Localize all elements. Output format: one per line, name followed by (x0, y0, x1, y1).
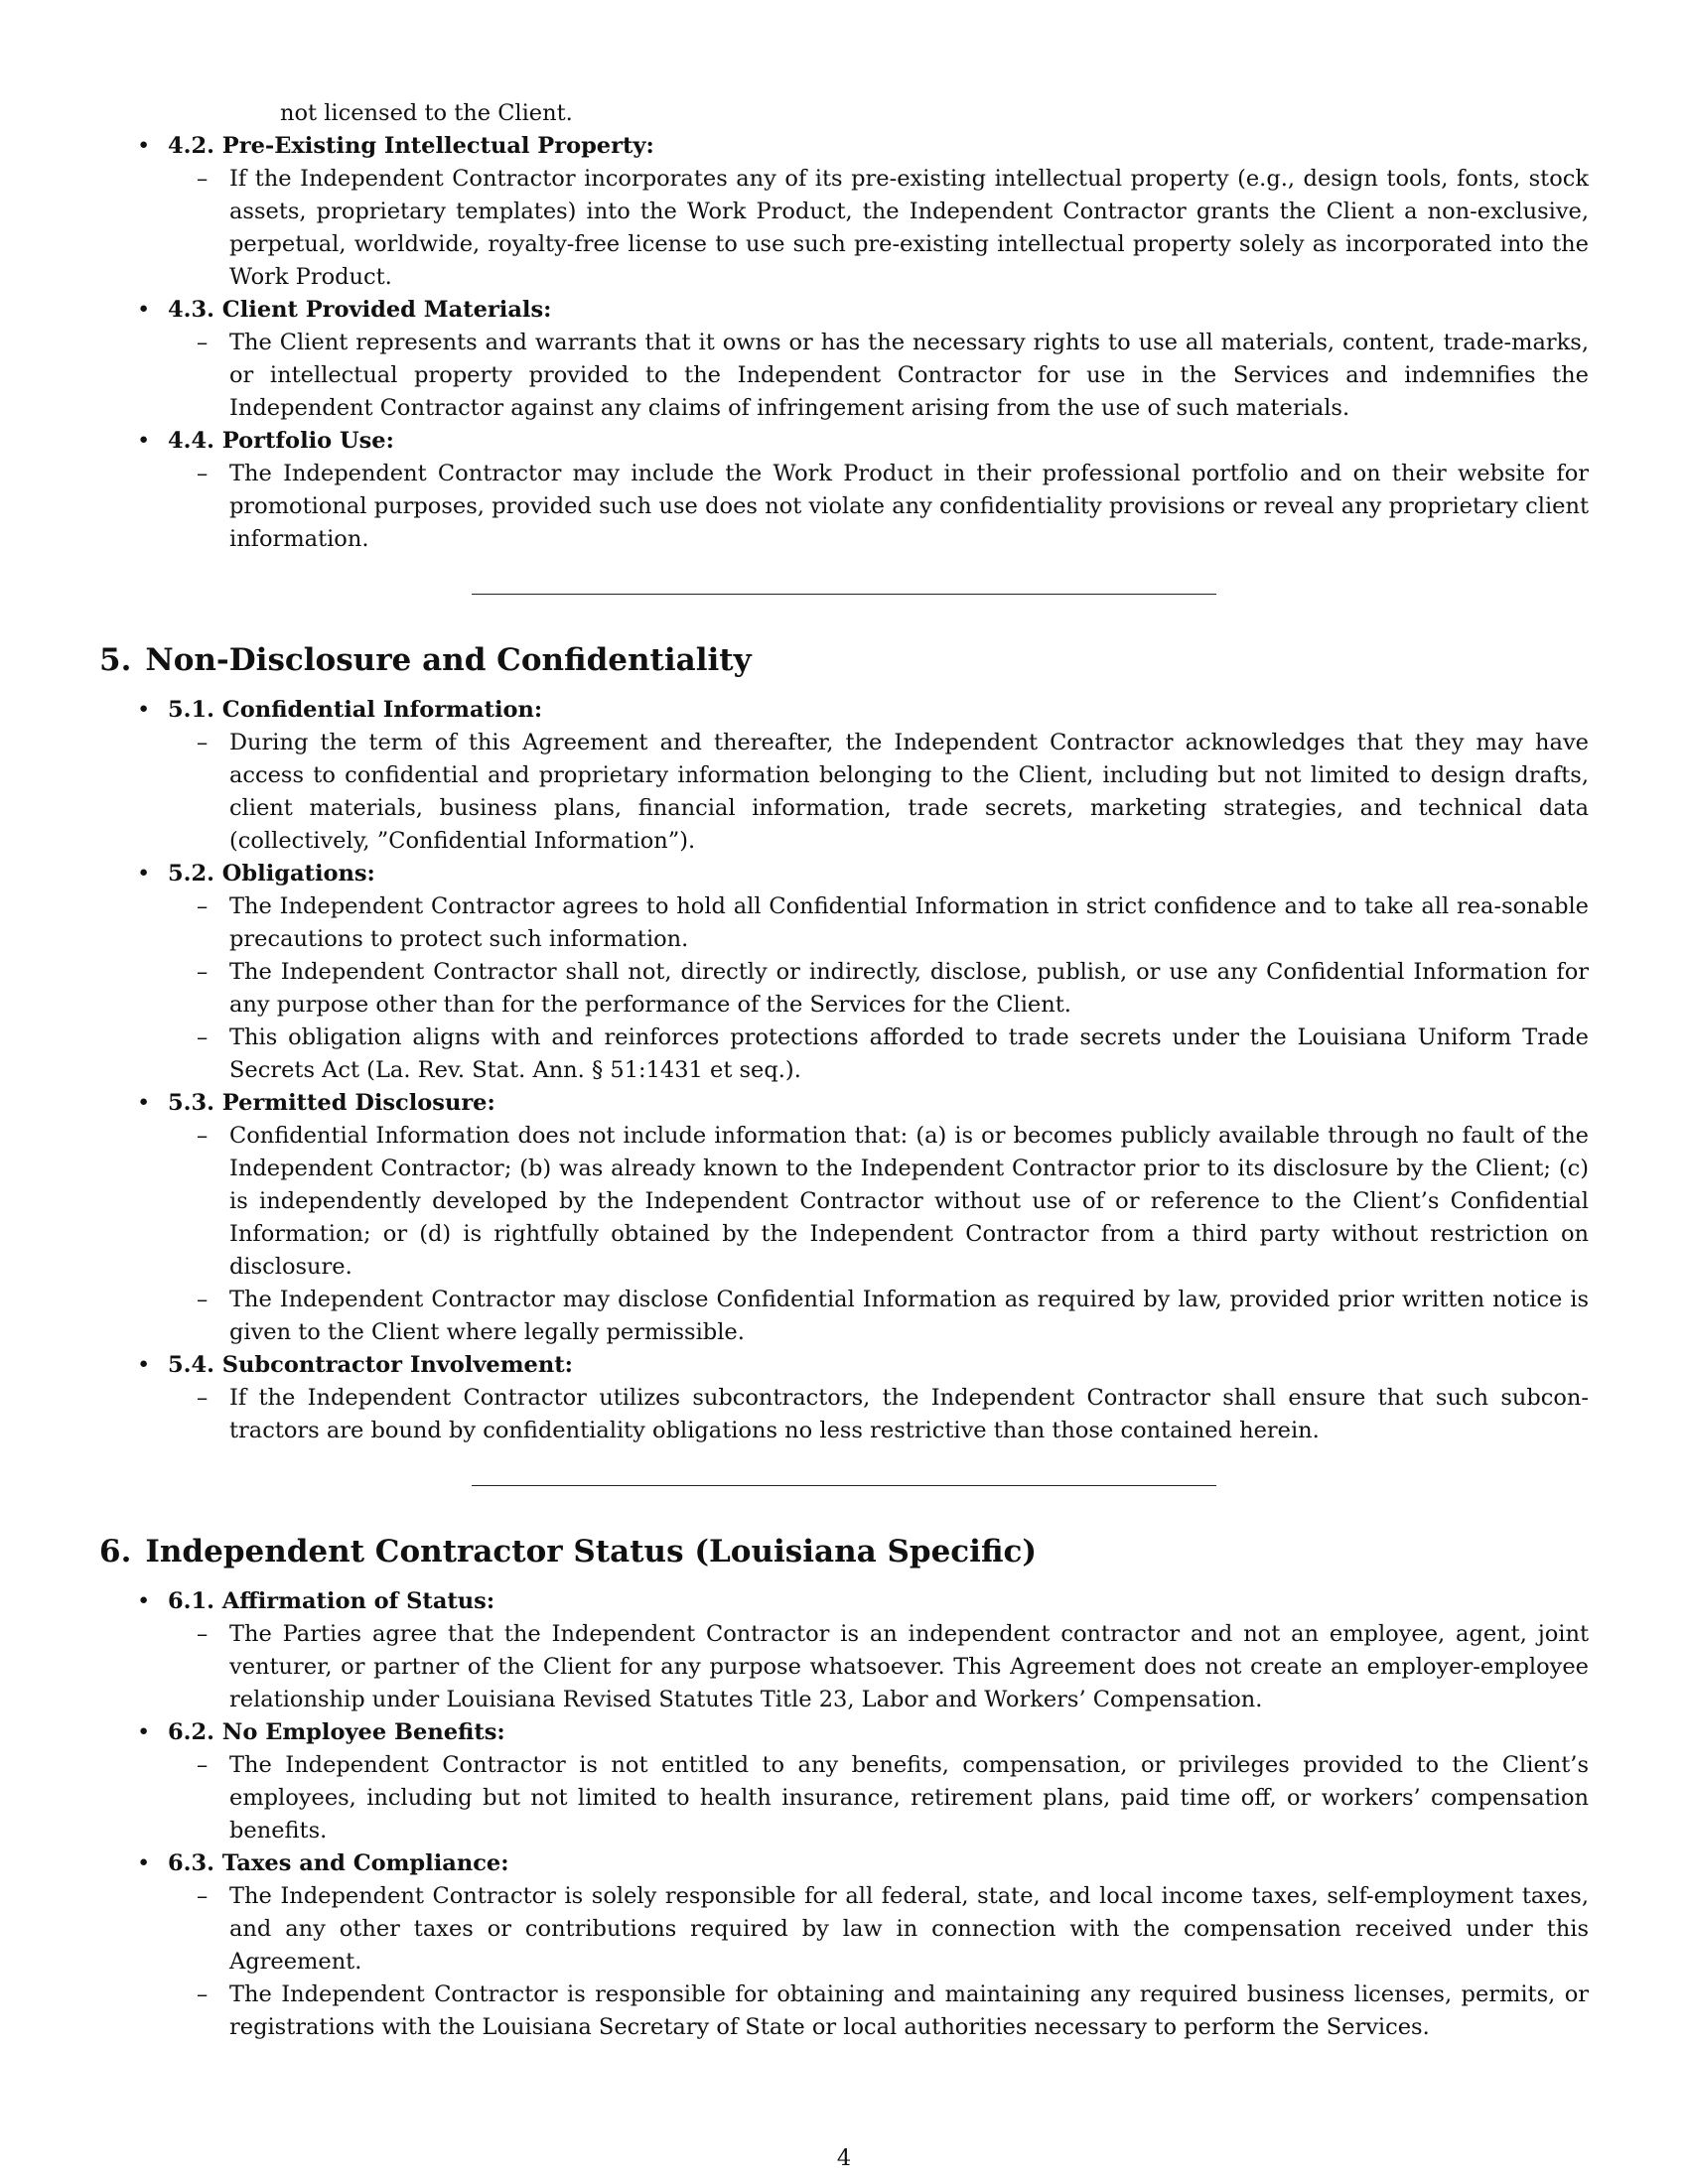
bullet-icon: • (137, 297, 151, 323)
clause-text: If the Independent Contractor utilizes subcontractors, the Independent Contractor shall ensure that such subcon-tractors are bound by confidentiality obligations no less restrictive than those contained herein. (229, 1385, 1589, 1443)
dash-icon: – (197, 1024, 209, 1050)
dash-icon: – (197, 1385, 209, 1411)
clause-paragraph (168, 1749, 1589, 1847)
clause-title: 6.1. Affirmation of Status: (168, 1588, 495, 1614)
document-page (99, 97, 1589, 2044)
clause-4-2 (99, 130, 1589, 294)
clause-paragraph (168, 890, 1589, 956)
clause-title: 5.3. Permitted Disclosure: (168, 1090, 495, 1116)
bullet-icon: • (137, 1090, 151, 1116)
clause-text: Confidential Information does not include information that: (a) is or becomes publicly available through no fault of the Independent Contractor; (b) was already known to the Independent Contractor prior to its disclosure by the Client; (c) is independently developed by the Independent Contractor without use of or reference to the Client’s Confidential Information; or (d) is rightfully obtained by the Independent Contractor from a third party without restriction on disclosure. (229, 1123, 1589, 1280)
clause-paragraph (168, 1880, 1589, 1979)
dash-icon: – (197, 1621, 209, 1647)
clause-text: The Independent Contractor may disclose Confidential Information as required by law, provided prior written notice is given to the Client where legally permissible. (229, 1287, 1589, 1345)
clause-title: 4.2. Pre-Existing Intellectual Property: (168, 133, 654, 159)
dash-icon: – (197, 330, 209, 355)
clause-text: The Independent Contractor is responsible for obtaining and maintaining any required business licenses, permits, or registrations with the Louisiana Secretary of State or local authorities necessary to perform the Services. (229, 1981, 1589, 2040)
section-4-items (99, 130, 1589, 556)
bullet-icon: • (137, 1719, 151, 1745)
section-title: Non-Disclosure and Confidentiality (145, 642, 752, 678)
clause-5-2 (99, 858, 1589, 1087)
dash-icon: – (197, 1287, 209, 1312)
clause-text: The Client represents and warrants that it owns or has the necessary rights to use all materials, content, trade-marks, or intellectual property provided to the Independent Contractor for use in the Services and indemnifies the Independent Contractor against any claims of infringement arising from the use of such materials. (229, 330, 1589, 421)
section-number: 6. (99, 1534, 132, 1570)
clause-paragraph (168, 1022, 1589, 1087)
dash-icon: – (197, 1123, 209, 1149)
section-5-heading (99, 640, 1589, 680)
dash-icon: – (197, 166, 209, 192)
clause-text: If the Independent Contractor incorporates any of its pre-existing intellectual property (e.g., design tools, fonts, stock assets, proprietary templates) into the Work Product, the Independent Contractor grants the Client a non-exclusive, perpetual, worldwide, royalty-free license to use such pre-existing intellectual property solely as incorporated into the Work Product. (229, 166, 1589, 290)
clause-text: The Independent Contractor is solely responsible for all federal, state, and local income taxes, self-employment taxes, and any other taxes or contributions required by law in connection with the compensation received under this Agreement. (229, 1883, 1589, 1975)
section-title: Independent Contractor Status (Louisiana Specific) (145, 1534, 1038, 1570)
bullet-icon: • (137, 133, 151, 159)
clause-text: The Independent Contractor agrees to hold all Confidential Information in strict confidence and to take all rea-sonable precautions to protect such information. (229, 893, 1589, 952)
section-number: 5. (99, 642, 132, 678)
clause-paragraph (168, 727, 1589, 858)
section-divider (472, 1485, 1216, 1486)
clause-paragraph (168, 1618, 1589, 1716)
clause-4-4 (99, 425, 1589, 556)
clause-paragraph (168, 458, 1589, 556)
clause-paragraph (168, 1120, 1589, 1284)
clause-5-3 (99, 1087, 1589, 1349)
clause-paragraph (168, 1284, 1589, 1349)
section-6-heading (99, 1532, 1589, 1571)
clause-6-1 (99, 1585, 1589, 1716)
dash-icon: – (197, 1752, 209, 1778)
bullet-icon: • (137, 861, 151, 887)
clause-6-3 (99, 1847, 1589, 2044)
clause-paragraph (168, 1979, 1589, 2044)
dash-icon: – (197, 959, 209, 985)
clause-paragraph (168, 956, 1589, 1022)
clause-text: The Independent Contractor may include the Work Product in their professional portfolio and on their website for promotional purposes, provided such use does not violate any confidentiality provisions or reveal any proprietary client information. (229, 461, 1589, 552)
clause-5-1 (99, 694, 1589, 858)
clause-paragraph (168, 1382, 1589, 1447)
clause-text: The Independent Contractor shall not, directly or indirectly, disclose, publish, or use any Confidential Information for any purpose other than for the performance of the Services for the Client. (229, 959, 1589, 1018)
page-number: 4 (836, 2145, 852, 2171)
clause-paragraph (168, 327, 1589, 425)
clause-title: 6.2. No Employee Benefits: (168, 1719, 505, 1745)
section-divider (472, 594, 1216, 595)
clause-title: 4.4. Portfolio Use: (168, 428, 394, 454)
section-6-items (99, 1585, 1589, 2044)
dash-icon: – (197, 893, 209, 919)
clause-text: The Independent Contractor is not entitled to any benefits, compensation, or privileges provided to the Client’s employees, including but not limited to health insurance, retirement plans, paid time off, or workers’ compensation benefits. (229, 1752, 1589, 1843)
bullet-icon: • (137, 428, 151, 454)
clause-title: 5.1. Confidential Information: (168, 697, 543, 723)
dash-icon: – (197, 1883, 209, 1909)
bullet-icon: • (137, 697, 151, 723)
clause-text: The Parties agree that the Independent Contractor is an independent contractor and not an employee, agent, joint venturer, or partner of the Client for any purpose whatsoever. This Agreement does not create an employer-employee relationship under Louisiana Revised Statutes Title 23, Labor and Workers’ Compensation. (229, 1621, 1589, 1712)
bullet-icon: • (137, 1352, 151, 1378)
continuation-text: not licensed to the Client. (280, 100, 573, 126)
clause-title: 5.2. Obligations: (168, 861, 375, 887)
bullet-icon: • (137, 1850, 151, 1876)
dash-icon: – (197, 1981, 209, 2007)
clause-4-3 (99, 294, 1589, 425)
dash-icon: – (197, 730, 209, 755)
clause-text: During the term of this Agreement and thereafter, the Independent Contractor acknowledges that they may have access to confidential and proprietary information belonging to the Client, including but not limited to design drafts, client materials, business plans, financial information, trade secrets, marketing strategies, and technical data (collectively, ”Confidential Information”). (229, 730, 1589, 854)
clause-text: This obligation aligns with and reinforces protections afforded to trade secrets under the Louisiana Uniform Trade Secrets Act (La. Rev. Stat. Ann. § 51:1431 et seq.). (229, 1024, 1589, 1083)
clause-6-2 (99, 1716, 1589, 1847)
dash-icon: – (197, 461, 209, 486)
clause-paragraph (168, 163, 1589, 294)
clause-5-4 (99, 1349, 1589, 1447)
section-5-items (99, 694, 1589, 1447)
clause-title: 5.4. Subcontractor Involvement: (168, 1352, 573, 1378)
clause-title: 4.3. Client Provided Materials: (168, 297, 552, 323)
clause-title: 6.3. Taxes and Compliance: (168, 1850, 509, 1876)
bullet-icon: • (137, 1588, 151, 1614)
